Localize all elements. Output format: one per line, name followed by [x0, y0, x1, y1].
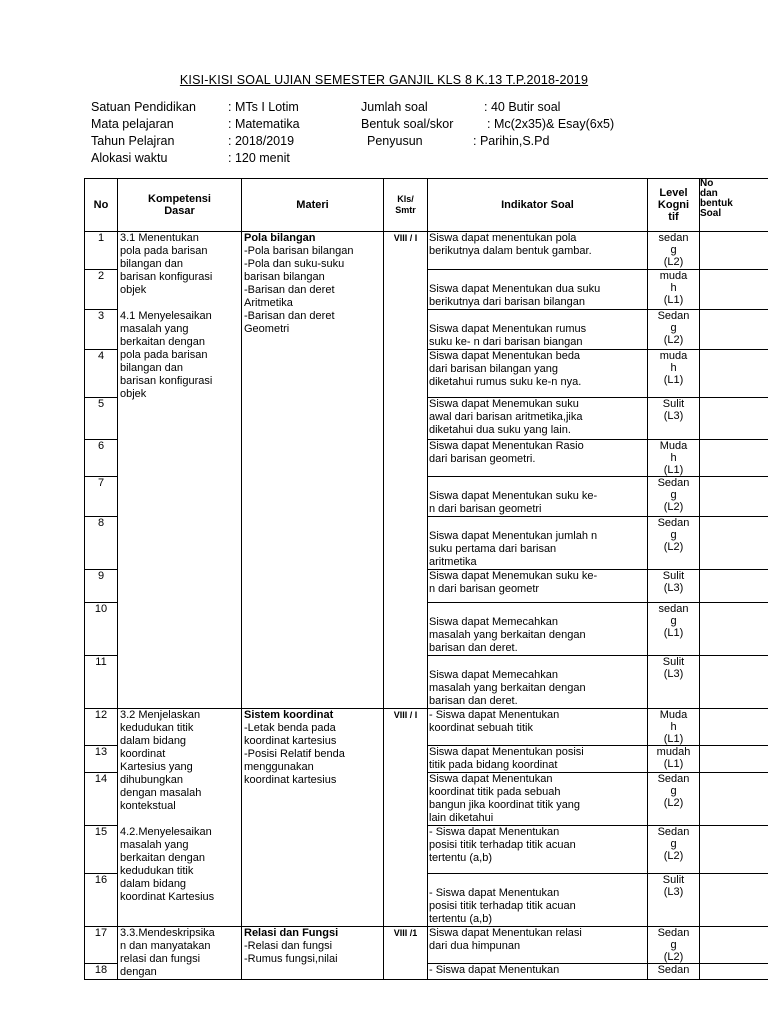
level-kognitif-cell: Sulit (L3) [648, 570, 700, 603]
row-number: 4 [85, 350, 118, 398]
materi-items: -Relasi dan fungsi -Rumus fungsi,nilai [244, 940, 338, 965]
row-number: 2 [85, 270, 118, 310]
level-kognitif-cell: Sedan g (L2) [648, 927, 700, 964]
row-number: 9 [85, 570, 118, 603]
materi-heading: Relasi dan Fungsi [244, 927, 339, 939]
kelas-semester-cell: VIII / I [384, 232, 428, 709]
no-bentuk-soal-cell [700, 656, 768, 709]
document-title: KISI-KISI SOAL UJIAN SEMESTER GANJIL KLS 8 K.13 T.P.2018-2019 [179, 73, 589, 87]
kompetensi-dasar-cell: 3.3.Mendeskripsika n dan manyatakan relasi dan fungsi dengan [118, 927, 242, 980]
indikator-soal-cell: Siswa dapat Memecahkan masalah yang berkaitan dengan barisan dan deret. [428, 603, 648, 656]
kompetensi-dasar-cell: 3.2 Menjelaskan kedudukan titik dalam bidang koordinat Kartesius yang dihubungkan dengan masalah kontekstual 4.2.Menyelesaikan masalah yang berkaitan dengan kedudukan titik dalam bidang koordinat Kartesius [118, 709, 242, 927]
indikator-soal-cell: Siswa dapat menentukan pola berikutnya dalam bentuk gambar. [428, 232, 648, 270]
row-number: 7 [85, 477, 118, 517]
level-kognitif-cell: Sedan g (L2) [648, 773, 700, 826]
indikator-soal-cell: Siswa dapat Menemukan suku ke- n dari barisan geometr [428, 570, 648, 603]
meta-satuan-label: Satuan Pendidikan [91, 100, 196, 114]
row-number: 10 [85, 603, 118, 656]
indikator-soal-cell: Siswa dapat Menentukan koordinat titik pada sebuah bangun jika koordinat titik yang lain diketahui [428, 773, 648, 826]
level-kognitif-cell: muda h (L1) [648, 270, 700, 310]
no-bentuk-soal-cell [700, 927, 768, 964]
header-kelas-semester: Kls/ Smtr [384, 179, 428, 232]
row-number: 16 [85, 874, 118, 927]
indikator-soal-cell: Siswa dapat Menentukan posisi titik pada bidang koordinat [428, 746, 648, 773]
level-kognitif-cell: mudah (L1) [648, 746, 700, 773]
no-bentuk-soal-cell [700, 826, 768, 874]
materi-cell [242, 232, 384, 709]
level-kognitif-cell: muda h (L1) [648, 350, 700, 398]
level-kognitif-cell: sedan g (L1) [648, 603, 700, 656]
kisi-kisi-table [84, 178, 768, 980]
indikator-soal-cell: Siswa dapat Menentukan beda dari barisan bilangan yang diketahui rumus suku ke-n nya. [428, 350, 648, 398]
table-row [85, 927, 768, 964]
no-bentuk-soal-cell [700, 874, 768, 927]
meta-jumlah-value: : 40 Butir soal [484, 100, 561, 114]
meta-tahun-label: Tahun Pelajran [91, 134, 175, 148]
no-bentuk-soal-cell [700, 398, 768, 440]
meta-jumlah-label: Jumlah soal [361, 100, 428, 114]
header-kompetensi-dasar: Kompetensi Dasar [118, 179, 242, 232]
no-bentuk-soal-cell [700, 270, 768, 310]
header-no: No [85, 179, 118, 232]
row-number: 8 [85, 517, 118, 570]
level-kognitif-cell: Sedan g (L2) [648, 477, 700, 517]
materi-items: -Letak benda pada koordinat kartesius -Posisi Relatif benda menggunakan koordinat kartesius [244, 722, 345, 786]
level-kognitif-cell: Sulit (L3) [648, 656, 700, 709]
kelas-semester-cell: VIII /1 [384, 927, 428, 980]
meta-bentuk-label: Bentuk soal/skor [361, 117, 454, 131]
materi-heading: Sistem koordinat [244, 709, 334, 721]
meta-penyusun-value: : Parihin,S.Pd [473, 134, 550, 148]
level-kognitif-cell: sedan g (L2) [648, 232, 700, 270]
indikator-soal-cell: Siswa dapat Menentukan relasi dari dua himpunan [428, 927, 648, 964]
no-bentuk-soal-cell [700, 773, 768, 826]
meta-penyusun-label: Penyusun [367, 134, 423, 148]
level-kognitif-cell: Sedan g (L2) [648, 826, 700, 874]
row-number: 12 [85, 709, 118, 746]
header-indikator-soal: Indikator Soal [428, 179, 648, 232]
materi-items: -Pola barisan bilangan -Pola dan suku-suku barisan bilangan -Barisan dan deret Aritmetika -Barisan dan deret Geometri [244, 245, 354, 335]
no-bentuk-soal-cell [700, 746, 768, 773]
meta-bentuk-value: : Mc(2x35)& Esay(6x5) [487, 117, 615, 131]
kelas-semester-cell: VIII / I [384, 709, 428, 927]
no-bentuk-soal-cell [700, 350, 768, 398]
meta-mapel-value: : Matematika [228, 117, 300, 131]
indikator-soal-cell: - Siswa dapat Menentukan posisi titik terhadap titik acuan tertentu (a,b) [428, 874, 648, 927]
level-kognitif-cell: Sedan g (L2) [648, 310, 700, 350]
indikator-soal-cell: - Siswa dapat Menentukan koordinat sebuah titik [428, 709, 648, 746]
indikator-soal-cell: Siswa dapat Menentukan jumlah n suku pertama dari barisan aritmetika [428, 517, 648, 570]
indikator-soal-cell: - Siswa dapat Menentukan posisi titik terhadap titik acuan tertentu (a,b) [428, 826, 648, 874]
meta-satuan-value: : MTs I Lotim [228, 100, 299, 114]
no-bentuk-soal-cell [700, 709, 768, 746]
materi-heading: Pola bilangan [244, 232, 316, 244]
no-bentuk-soal-cell [700, 310, 768, 350]
row-number: 11 [85, 656, 118, 709]
header-no-bentuk-soal: No dan bentuk Soal [700, 179, 768, 232]
row-number: 17 [85, 927, 118, 964]
indikator-soal-cell: Siswa dapat Menentukan Rasio dari barisan geometri. [428, 440, 648, 477]
row-number: 6 [85, 440, 118, 477]
indikator-soal-cell: Siswa dapat Menentukan suku ke- n dari barisan geometri [428, 477, 648, 517]
meta-alokasi-label: Alokasi waktu [91, 151, 168, 165]
level-kognitif-cell: Sulit (L3) [648, 398, 700, 440]
indikator-soal-cell: Siswa dapat Memecahkan masalah yang berkaitan dengan barisan dan deret. [428, 656, 648, 709]
kompetensi-dasar-cell: 3.1 Menentukan pola pada barisan bilangan dan barisan konfigurasi objek 4.1 Menyelesaikan masalah yang berkaitan dengan pola pada barisan bilangan dan barisan konfigurasi objek [118, 232, 242, 709]
row-number: 14 [85, 773, 118, 826]
no-bentuk-soal-cell [700, 603, 768, 656]
meta-tahun-value: : 2018/2019 [228, 134, 295, 148]
no-bentuk-soal-cell [700, 440, 768, 477]
materi-cell [242, 709, 384, 927]
row-number: 15 [85, 826, 118, 874]
level-kognitif-cell: Muda h (L1) [648, 709, 700, 746]
row-number: 1 [85, 232, 118, 270]
meta-alokasi-value: : 120 menit [228, 151, 290, 165]
indikator-soal-cell: - Siswa dapat Menentukan [428, 964, 648, 980]
indikator-soal-cell: Siswa dapat Menentukan rumus suku ke- n dari barisan biangan [428, 310, 648, 350]
indikator-soal-cell: Siswa dapat Menemukan suku awal dari barisan aritmetika,jika diketahui dua suku yang lain. [428, 398, 648, 440]
header-level-kognitif: Level Kogni tif [648, 179, 700, 232]
table-row [85, 232, 768, 270]
no-bentuk-soal-cell [700, 517, 768, 570]
row-number: 18 [85, 964, 118, 980]
level-kognitif-cell: Sedan g (L2) [648, 517, 700, 570]
materi-cell [242, 927, 384, 980]
row-number: 13 [85, 746, 118, 773]
no-bentuk-soal-cell [700, 964, 768, 980]
indikator-soal-cell: Siswa dapat Menentukan dua suku berikutnya dari barisan bilangan [428, 270, 648, 310]
level-kognitif-cell: Muda h (L1) [648, 440, 700, 477]
no-bentuk-soal-cell [700, 570, 768, 603]
row-number: 3 [85, 310, 118, 350]
level-kognitif-cell: Sedan [648, 964, 700, 980]
table-row [85, 709, 768, 746]
no-bentuk-soal-cell [700, 477, 768, 517]
no-bentuk-soal-cell [700, 232, 768, 270]
header-materi: Materi [242, 179, 384, 232]
meta-mapel-label: Mata pelajaran [91, 117, 174, 131]
row-number: 5 [85, 398, 118, 440]
level-kognitif-cell: Sulit (L3) [648, 874, 700, 927]
